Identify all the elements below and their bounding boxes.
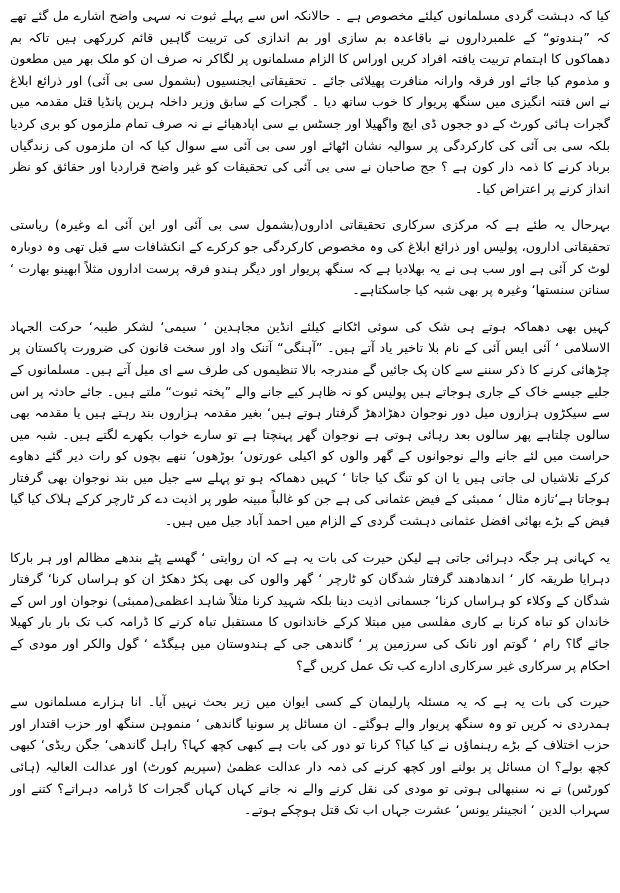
article-paragraph-5: حیرت کی بات یہ ہے کہ یہ مسئلہ پارلیمان کے کسی ایوان میں زیر بحث نہیں آیا۔ انا ہزارے مسلمانوں سے ہمدردی نہ کریں تو وہ سنگھ پریوار والے ہوگئے۔ ان مسائل پر سونیا گاندھی ‘ منموہن سنگھ اور حزب اقتدار اور حزب اختلاف کے بڑے رہنماؤں نے کیا کیا؟ کرنا تو دور کی بات ہے کبھی کچھ کہا؟ راہل گاندھی‘ جگن ریڈی‘ کبھی کچھ بولے؟ ان مسائل پر بولنے اور کچھ کرنے کی ذمہ دار عدالت عظمیٰ (سپریم کورٹ) اور عدالت العالیہ (ہائی کورٹس) نے نہ سنبھالی ہوتی تو مودی کی نقل کرنے والے نہ جانے کہاں کہاں گجرات کا ڈرامہ دہراتے؟ کتنے اور سہراب الدین ‘ انجینئر یونس‘ عشرت جہاں اب تک قتل ہوچکے ہوتے۔ xyxy=(10,694,610,818)
article-paragraph-3: کہیں بھی دھماکہ ہوتے ہی شک کی سوئی اٹکانے کیلئے انڈین مجاہدین ‘ سیمی‘ لشکر طیبہ‘ حرکت الجہاد الاسلامی ‘ آئی ایس آئی کے نام بلا تاخیر یاد آتے ہیں۔ ”آہنگی“ آتنک واد اور سخت قانون کی ضرورت پاکستان پر چڑھائی کرنے کا ذکر سننے سے کان پک جائیں گے مندرجہ بالا تنظیموں کی طرف سے ای میل آتے ہیں۔ مسلمانوں کے جلیے جیسے خاک کے جاری ہوجاتے ہیں پولیس کو نہ ظاہر کیے جانے والے ”پختہ ثبوت“ ملتے ہیں۔ جائے حادثہ پر اس سے سیکڑوں ہزاروں میل دور نوجوان دھڑادھڑ گرفتار ہوتے ہیں‘ بغیر مقدمہ ہزاروں بند رہتے ہیں یا مقدمہ بھی سالوں چلتاہے پھر سالوں بعد رہائی ہوتی ہے نوجوان گھر پہنچتا ہے تو سارے خواب بکھرے لگتے ہیں۔ شبہ میں حراست میں لئے جانے والے نوجوانوں کے گھر والوں کو اکیلی عورتوں‘ بوڑھوں‘ ننھے بچوں کو رات دیر گئے دھاوے کرکے تلاشیاں لی جاتی ہیں یا ان کو تنگ کیا جاتا ‘ کہیں دھماکہ ہو تو پہلے سے جیل میں بند نوجوان بھی گرفتار ہوجاتا ہے‘تازہ مثال ‘ ممبئی کے فیض عثمانی کی ہے جن کو غالباً مبینہ طور پر اذیت دے کر ٹارچر کرکے ہلاک کیا گیا فیض کے بڑے بھائی افضل عثمانی دہشت گردی کے الزام میں احمد آباد جیل میں ہیں۔ xyxy=(10,318,610,529)
article-paragraph-4: یہ کہانی ہر جگہ دہرائی جاتی ہے لیکن حیرت کی بات یہ ہے کہ ان روایتی ‘ گھسے پٹے بندھے مظالم اور ہر بارکا دہرایا طریقہ کار ‘ اندھادھند گرفتار شدگان کو ٹارچر ‘ گھر والوں کی بھی پکڑ دھکڑ ان کو ہراساں کرنا‘ گرفتار شدگان کے وکلاء کو ہراساں کرنا‘ جسمانی اذیت دینا بلکہ شہید کرنا مثلاً شاہد اعظمی(ممبئی) نوجوان اور اس کے خاندان کو تباہ کرنا بے کاری مفلسی میں مبتلا کرکے خاندانوں کا مستقبل تباہ کرنے کا ڈرامہ کب تک بار بار کھیلا جائے گا؟ رام ‘ گوتم اور نانک کی سرزمین پر ‘ گاندھی جی کے ہندوستان میں ہیگڈے ‘ گول والکر اور مودی کے احکام پر سرکاری غیر سرکاری ادارے کب تک عمل کریں گے؟ xyxy=(10,549,610,673)
article-paragraph-2: بہرحال یہ طئے ہے کہ مرکزی سرکاری تحقیقاتی اداروں(بشمول سی بی آئی اور این آئی اے وغیرہ) ریاستی تحقیقاتی اداروں، پولیس اور ذرائع ابلاغ کی وہ مخصوص کارکردگی جو کرکرے کے انکشافات سے قبل تھی وہ دوبارہ لوٹ کر آئی ہے اور سب ہی نے یہ بھلادیا ہے کہ سنگھ پریوار اور دیگر ہندو فرقہ پرست اداروں مثلاً ابھینو بھارت ‘ سناتن سنستھا‘ وغیرہ پر بھی شبہ کیا جاسکتاہے۔ xyxy=(10,217,610,298)
article-paragraph-1: کیا کہ دہشت گردی مسلمانوں کیلئے مخصوص ہے ۔ حالانکہ اس سے پہلے ثبوت نہ سہی واضح اشارے مل گئے تھے کہ ”ہندوتو“ کے علمبرداروں نے باقاعدہ بم سازی اور بم اندازی کی تربیت گاہیں قائم کررکھی ہیں تاکہ بم دھماکوں کا اہتمام تربیت یافتہ افراد کریں اوراس کا الزام مسلمانوں پر لگاکر نہ صرف ان کو ملک بھر میں مطعون و مذموم کیا جائے اور فرقہ وارانہ منافرت پھیلائی جائے ۔ تحقیقاتی ایجنسیوں (بشمول سی بی آئی) اور ذرائع ابلاغ نے اس فتنہ انگیزی میں سنگھ پریوار کا خوب ساتھ دیا ۔ گجرات کے سابق وزیر داخلہ ہرین پانڈیا قتل مقدمہ میں گجرات ہائی کورٹ کے دو ججوں ڈی ایچ واگھیلا اور جسٹس بے سی اپادھیائے نے نہ صرف تمام ملزموں کو بری کردیا بلکہ سی بی آئی کی کارکردگی پر سوالیہ نشان اٹھائے اور سی بی آئی سے سوال کیا کہ ان ملزموں کی زندگیاں برباد کرنے کا ذمہ دار کون ہے ؟ جج صاحبان نے سی بی آئی کی تحقیقات کو غیر واضح قراردیا اور حقائق کو نظر انداز کرنے پر اعتراض کیا۔ xyxy=(10,8,610,196)
